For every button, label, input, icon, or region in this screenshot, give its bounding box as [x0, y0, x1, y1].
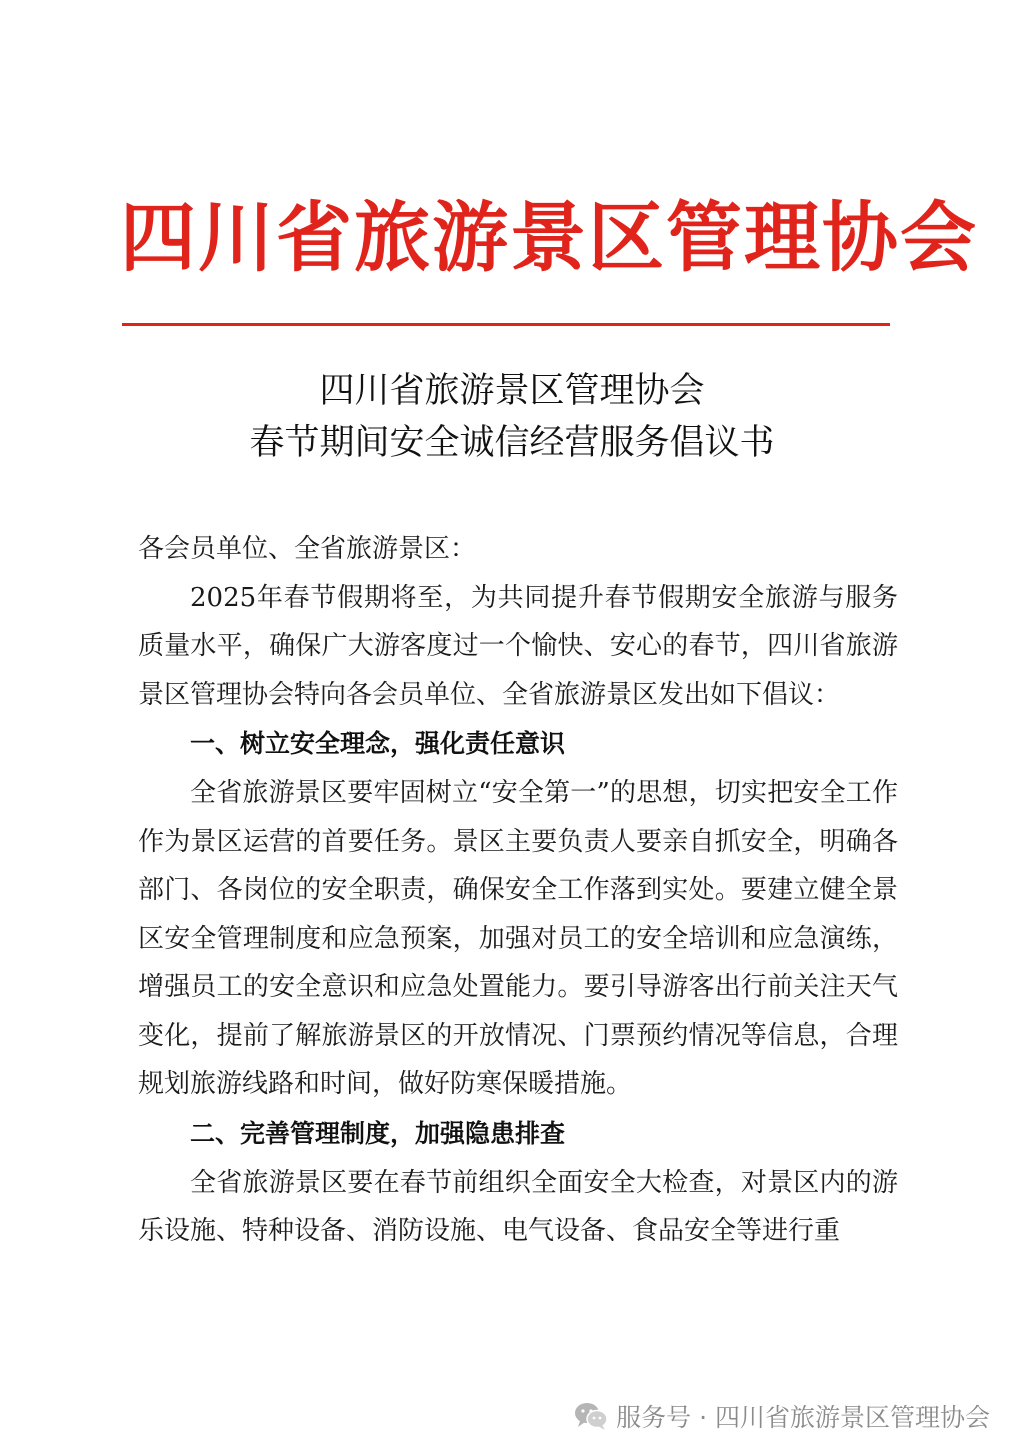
footer-watermark: [574, 1396, 990, 1436]
wechat-icon: [574, 1401, 608, 1431]
letterhead-divider: [122, 323, 890, 326]
document-body: [138, 525, 898, 1256]
letterhead-org-name: 四川省旅游景区管理协会: [120, 193, 978, 282]
section-2-paragraph: 全省旅游景区要在春节前组织全面安全大检查，对景区内的游乐设施、特种设备、消防设施、电气设备、食品安全等进行重: [138, 1167, 898, 1246]
section-1-paragraph: 全省旅游景区要牢固树立“安全第一”的思想，切实把安全工作作为景区运营的首要任务。景区主要负责人要亲自抓安全，明确各部门、各岗位的安全职责，确保安全工作落到实处。要建立健全景区安全管理制度和应急预案，加强对员工的安全培训和应急演练，增强员工的安全意识和应急处置能力。要引导游客出行前关注天气变化，提前了解旅游景区的开放情况、门票预约情况等信息，合理规划旅游线路和时间，做好防寒保暖措施。: [138, 778, 898, 1099]
section-2-heading: 二、完善管理制度，加强隐患排查: [190, 1118, 566, 1148]
salutation: 各会员单位、全省旅游景区：: [138, 534, 477, 564]
footer-source-text: 服务号 · 四川省旅游景区管理协会: [616, 1403, 990, 1432]
document-title-line-1: 四川省旅游景区管理协会: [319, 371, 705, 411]
intro-paragraph: 2025年春节假期将至，为共同提升春节假期安全旅游与服务质量水平，确保广大游客度过一个愉快、安心的春节，四川省旅游景区管理协会特向各会员单位、全省旅游景区发出如下倡议：: [138, 582, 898, 710]
document-title-line-2: 春节期间安全诚信经营服务倡议书: [249, 423, 775, 463]
section-1-heading: 一、树立安全理念，强化责任意识: [190, 729, 566, 758]
